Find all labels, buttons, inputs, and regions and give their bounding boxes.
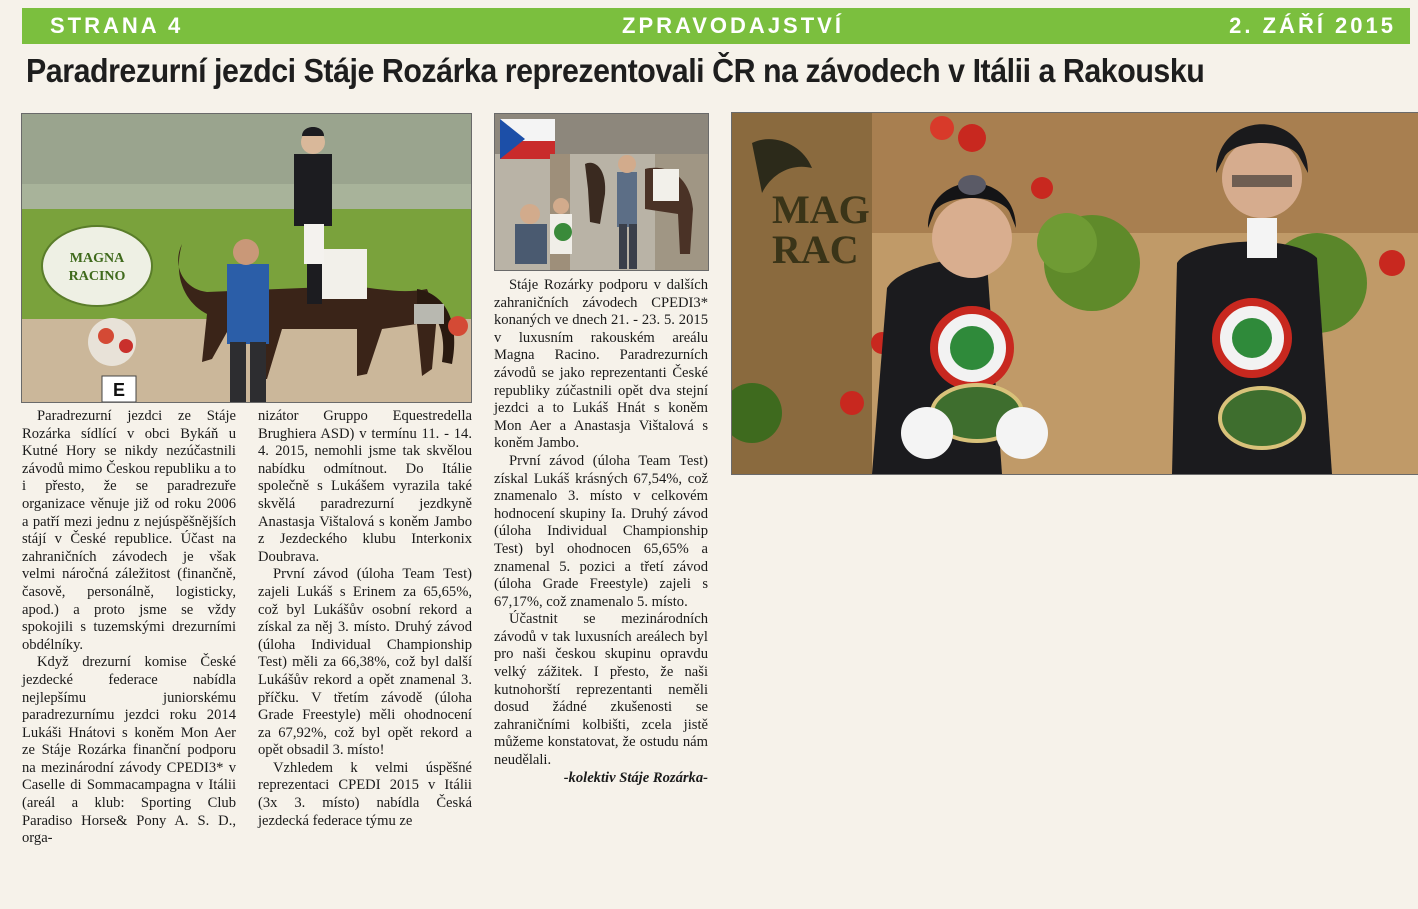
page-number: STRANA 4 [50,13,184,38]
article-headline: Paradrezurní jezdci Stáje Rozárka reprezentovali ČR na závodech v Itálii a Rakousku [26,52,1205,89]
section-title: ZPRAVODAJSTVÍ [622,13,844,38]
page-header-banner [22,8,1410,44]
photo3-sign-text: MAG [772,187,870,232]
article-column-3 [494,277,708,787]
photo-team-stable [494,113,709,271]
paragraph: Stáje Rozárky podporu v dalších zahraničních závodech CPEDI3* konaných ve dnech 21. - 23. 5. 2015 v luxusním rakouském areálu Magna Racino. Paradrezurních závodů se jako reprezentanti České republiky zúčastnili opět dva stejní jezdci a to Lukáš Hnát s koněm Mon Aer a Anastasja Vištalová s koněm Jambo. [494,277,708,452]
photo-riders-rosettes [731,112,1418,475]
article-column-1 [22,408,236,848]
article-column-2 [258,408,472,830]
photo-rider-arena [21,113,472,403]
paragraph: Paradrezurní jezdci ze Stáje Rozárka sídlící v obci Bykáň u Kutné Hory se nikdy nezúčastnili závodů mimo Českou republiku a to i přesto, že se paradrezuře organizace věnuje již od roku 2006 a patří mezi jednu z nejúspěšnějších stájí v České republice. Účast na zahraničních závodech je však velmi náročná záležitost (finančně, časově, personálně, logisticky, apod.) a proto jsme se vždy spokojili s tuzemskými drezurními obdélníky. [22,408,236,653]
photo1-marker-letter: E [112,380,126,400]
paragraph: nizátor Gruppo Equestredella Brughiera ASD) v termínu 11. - 14. 4. 2015, nemohli jsme tak skvělou nabídku odmítnout. Do Itálie společně s Lukášem vyrazila také skvělá paradrezurní jezdkyně Anastasja Vištalová s koněm Jambo z Jezdeckého klubu Interkonix Doubrava. [258,408,472,565]
photo-team-stable-image [495,114,708,270]
paragraph: Účastnit se mezinárodních závodů v tak luxusních areálech byl pro naši českou skupinu opravdu velký zážitek. I přesto, že naši kutnohorští reprezentanti neměli dosud žádné zkušenosti se zahraničními kolbišti, zcela jistě můžeme konstatovat, že ostudu nám neudělali. [494,611,708,769]
issue-date: 2. ZÁŘÍ 2015 [1229,13,1396,38]
photo-riders-rosettes-image [732,113,1418,474]
photo1-sign-text: MAGNA [69,251,125,266]
svg-text:RACINO: RACINO [68,269,126,284]
paragraph: První závod (úloha Team Test) zajeli Lukáš s Erinem za 65,65%, což byl Lukášův osobní rekord a získal za něj 3. místo. Druhý závod (úloha Individual Championship Test) měli za 66,38%, což byl další Lukášův rekord a opět znamenal 3. příčku. V třetím závodě (úloha Grade Freestyle) měli ohodnocení za 67,92%, což byl opět rekord a opět obsadil 3. místo! [258,566,472,759]
photo-rider-arena-image [22,114,471,402]
paragraph: Když drezurní komise České jezdecké federace nabídla nejlepšímu juniorskému paradrezurnímu jezdci roku 2014 Lukáši Hnátovi s koněm Mon Aer ze Stáje Rozárka finanční podporu na mezinárodní závody CPEDI3* v Caselle di Sommacampagna v Itálii (areál a klub: Sporting Club Paradiso Horse& Pony A. S. D., orga- [22,654,236,847]
svg-text:RAC: RAC [772,227,859,272]
paragraph: První závod (úloha Team Test) získal Lukáš krásných 67,54%, což znamenalo 3. místo v celkovém hodnocení skupiny Ia. Druhý závod (úloha Individual Championship Test) byl ohodnocen 65,65% a znamenal 5. pozici a třetí závod (úloha Grade Freestyle) zajeli s 67,17%, což znamenalo 5. místo. [494,452,708,610]
paragraph: Vzhledem k velmi úspěšné reprezentaci CPEDI 2015 v Itálii (3x 3. místo) nabídla Česká jezdecká federace týmu ze [258,759,472,829]
article-signature: -kolektiv Stáje Rozárka- [563,769,708,786]
